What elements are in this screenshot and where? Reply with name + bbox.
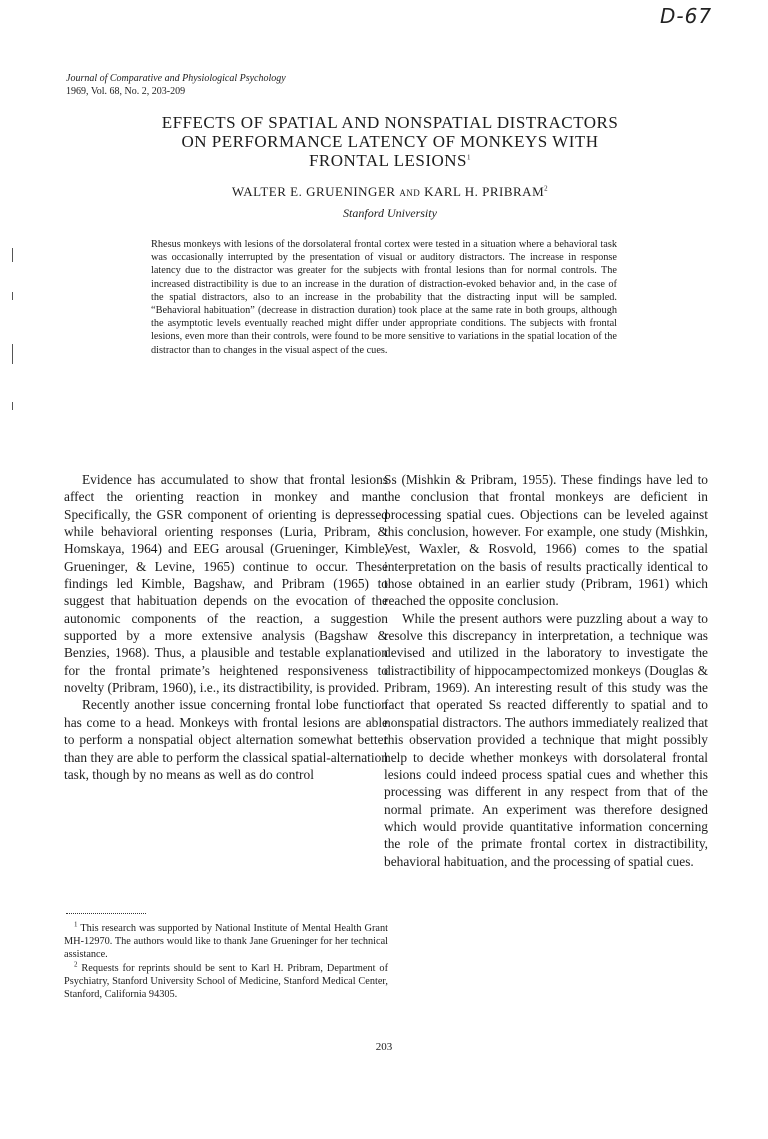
author-line — [60, 184, 720, 200]
scan-mark — [12, 344, 13, 364]
affiliation: Stanford University — [343, 206, 437, 220]
paragraph: Recently another issue concerning frontal lobe function has come to a head. Monkeys with frontal lesions are able to perform a nonspatial object alternation somewhat better than they are able to perform the classical spatial-alternation task, though by no means as well as do control — [64, 697, 388, 782]
footnotes — [64, 922, 388, 1002]
footnote — [64, 922, 388, 961]
body-column-right — [384, 471, 708, 870]
footnote-divider — [66, 913, 146, 914]
title-line-text: FRONTAL LESIONS — [308, 151, 468, 170]
author-conjunction: AND — [399, 188, 421, 198]
paragraph: While the present authors were puzzling about a way to resolve this discrepancy in interpretation, a technique was devised and utilized in the laboratory to investigate the distractibility of hippocampectomized monkeys (Douglas & Pribram, 1969). An interesting result of this study was the fact that operated Ss reacted differently to spatial and to nonspatial distractors. The authors immediately realized that this observation provided a technique that might possibly help to decide whether monkeys with dorsolateral frontal lesions could indeed process spatial cues and whether this processing was different in any respect from that of the normal primate. An experiment was therefore designed which would provide quantitative information concerning the role of the primate frontal cortex in distractibility, behavioral habituation, and the processing of spatial cues. — [384, 610, 708, 869]
paragraph: Ss (Mishkin & Pribram, 1955). These findings have led to the conclusion that frontal monkeys are deficient in processing spatial cues. Objections can be leveled against this conclusion, however. For example, one study (Mishkin, Vest, Waxler, & Rosvold, 1966) comes to the spatial interpretation on the basis of results practically identical to those obtained in an earlier study (Pribram, 1961) which reached the opposite conclusion. — [384, 472, 708, 609]
footnote-mark: 1 — [467, 153, 472, 162]
footnote-mark: 1 — [74, 920, 78, 929]
article-title — [60, 113, 720, 170]
footnote — [64, 962, 388, 1001]
footnote-mark: 2 — [544, 184, 549, 193]
footnote-text: Requests for reprints should be sent to Karl H. Pribram, Department of Psychiatry, Stanford University School of Medicine, Stanford Medical Center, Stanford, California 94305. — [64, 963, 388, 1000]
footnote-text: This research was supported by National Institute of Mental Health Grant MH-12970. The authors would like to thank Jane Grueninger for her technical assistance. — [64, 923, 388, 960]
author-name: WALTER E. GRUENINGER — [231, 184, 396, 199]
page-number: 203 — [375, 1041, 393, 1053]
title-line — [60, 151, 720, 170]
scan-mark — [12, 402, 13, 410]
footnote-mark: 2 — [74, 960, 78, 969]
journal-citation: 1969, Vol. 68, No. 2, 203-209 — [66, 86, 186, 97]
handwritten-annotation: D-67 — [660, 4, 713, 28]
body-column-left — [64, 471, 388, 783]
journal-name: Journal of Comparative and Physiological Psychology — [66, 73, 286, 84]
abstract: Rhesus monkeys with lesions of the dorsolateral frontal cortex were tested in a situation where a behavioral task was occasionally interrupted by the presentation of visual or auditory distractors. The increase in response latency due to the distractor was greater for the subjects with frontal lesions than for normal controls. The increased distractibility is due to an increase in the duration of distraction-evoked behavior and, in the case of the spatial distractors, also to an increase in the probability that the distracting input will be sampled. “Behavioral habituation” (decrease in distraction duration) took place at the same rate in both groups, although the asymptotic levels eventually reached might differ under appropriate conditions. The subjects with frontal lesions, even more than their controls, were found to be more sensitive to variations in the spatial location of the distractor than to changes in the visual aspect of the cues. — [151, 239, 617, 356]
author-name: KARL H. PRIBRAM — [424, 184, 545, 199]
title-line: ON PERFORMANCE LATENCY OF MONKEYS WITH — [181, 132, 599, 151]
scan-mark — [12, 248, 13, 262]
title-line: EFFECTS OF SPATIAL AND NONSPATIAL DISTRACTORS — [161, 113, 619, 132]
journal-header — [66, 72, 286, 98]
scan-mark — [12, 292, 13, 300]
paragraph: Evidence has accumulated to show that frontal lesions affect the orienting reaction in monkey and man. Specifically, the GSR component of orienting is depressed while behavioral orienting responses (Luria, Pribram, & Homskaya, 1964) and EEG arousal (Grueninger, Kimble, Grueninger, & Levine, 1965) continue to occur. These findings led Kimble, Bagshaw, and Pribram (1965) to suggest that habituation depends on the evocation of the autonomic components of the reaction, a suggestion supported by a more extensive analysis (Bagshaw & Benzies, 1968). Thus, a plausible and testable explanation for the frontal primate’s heightened responsiveness to novelty (Pribram, 1960), i.e., its distractibility, is provided. — [64, 472, 388, 696]
